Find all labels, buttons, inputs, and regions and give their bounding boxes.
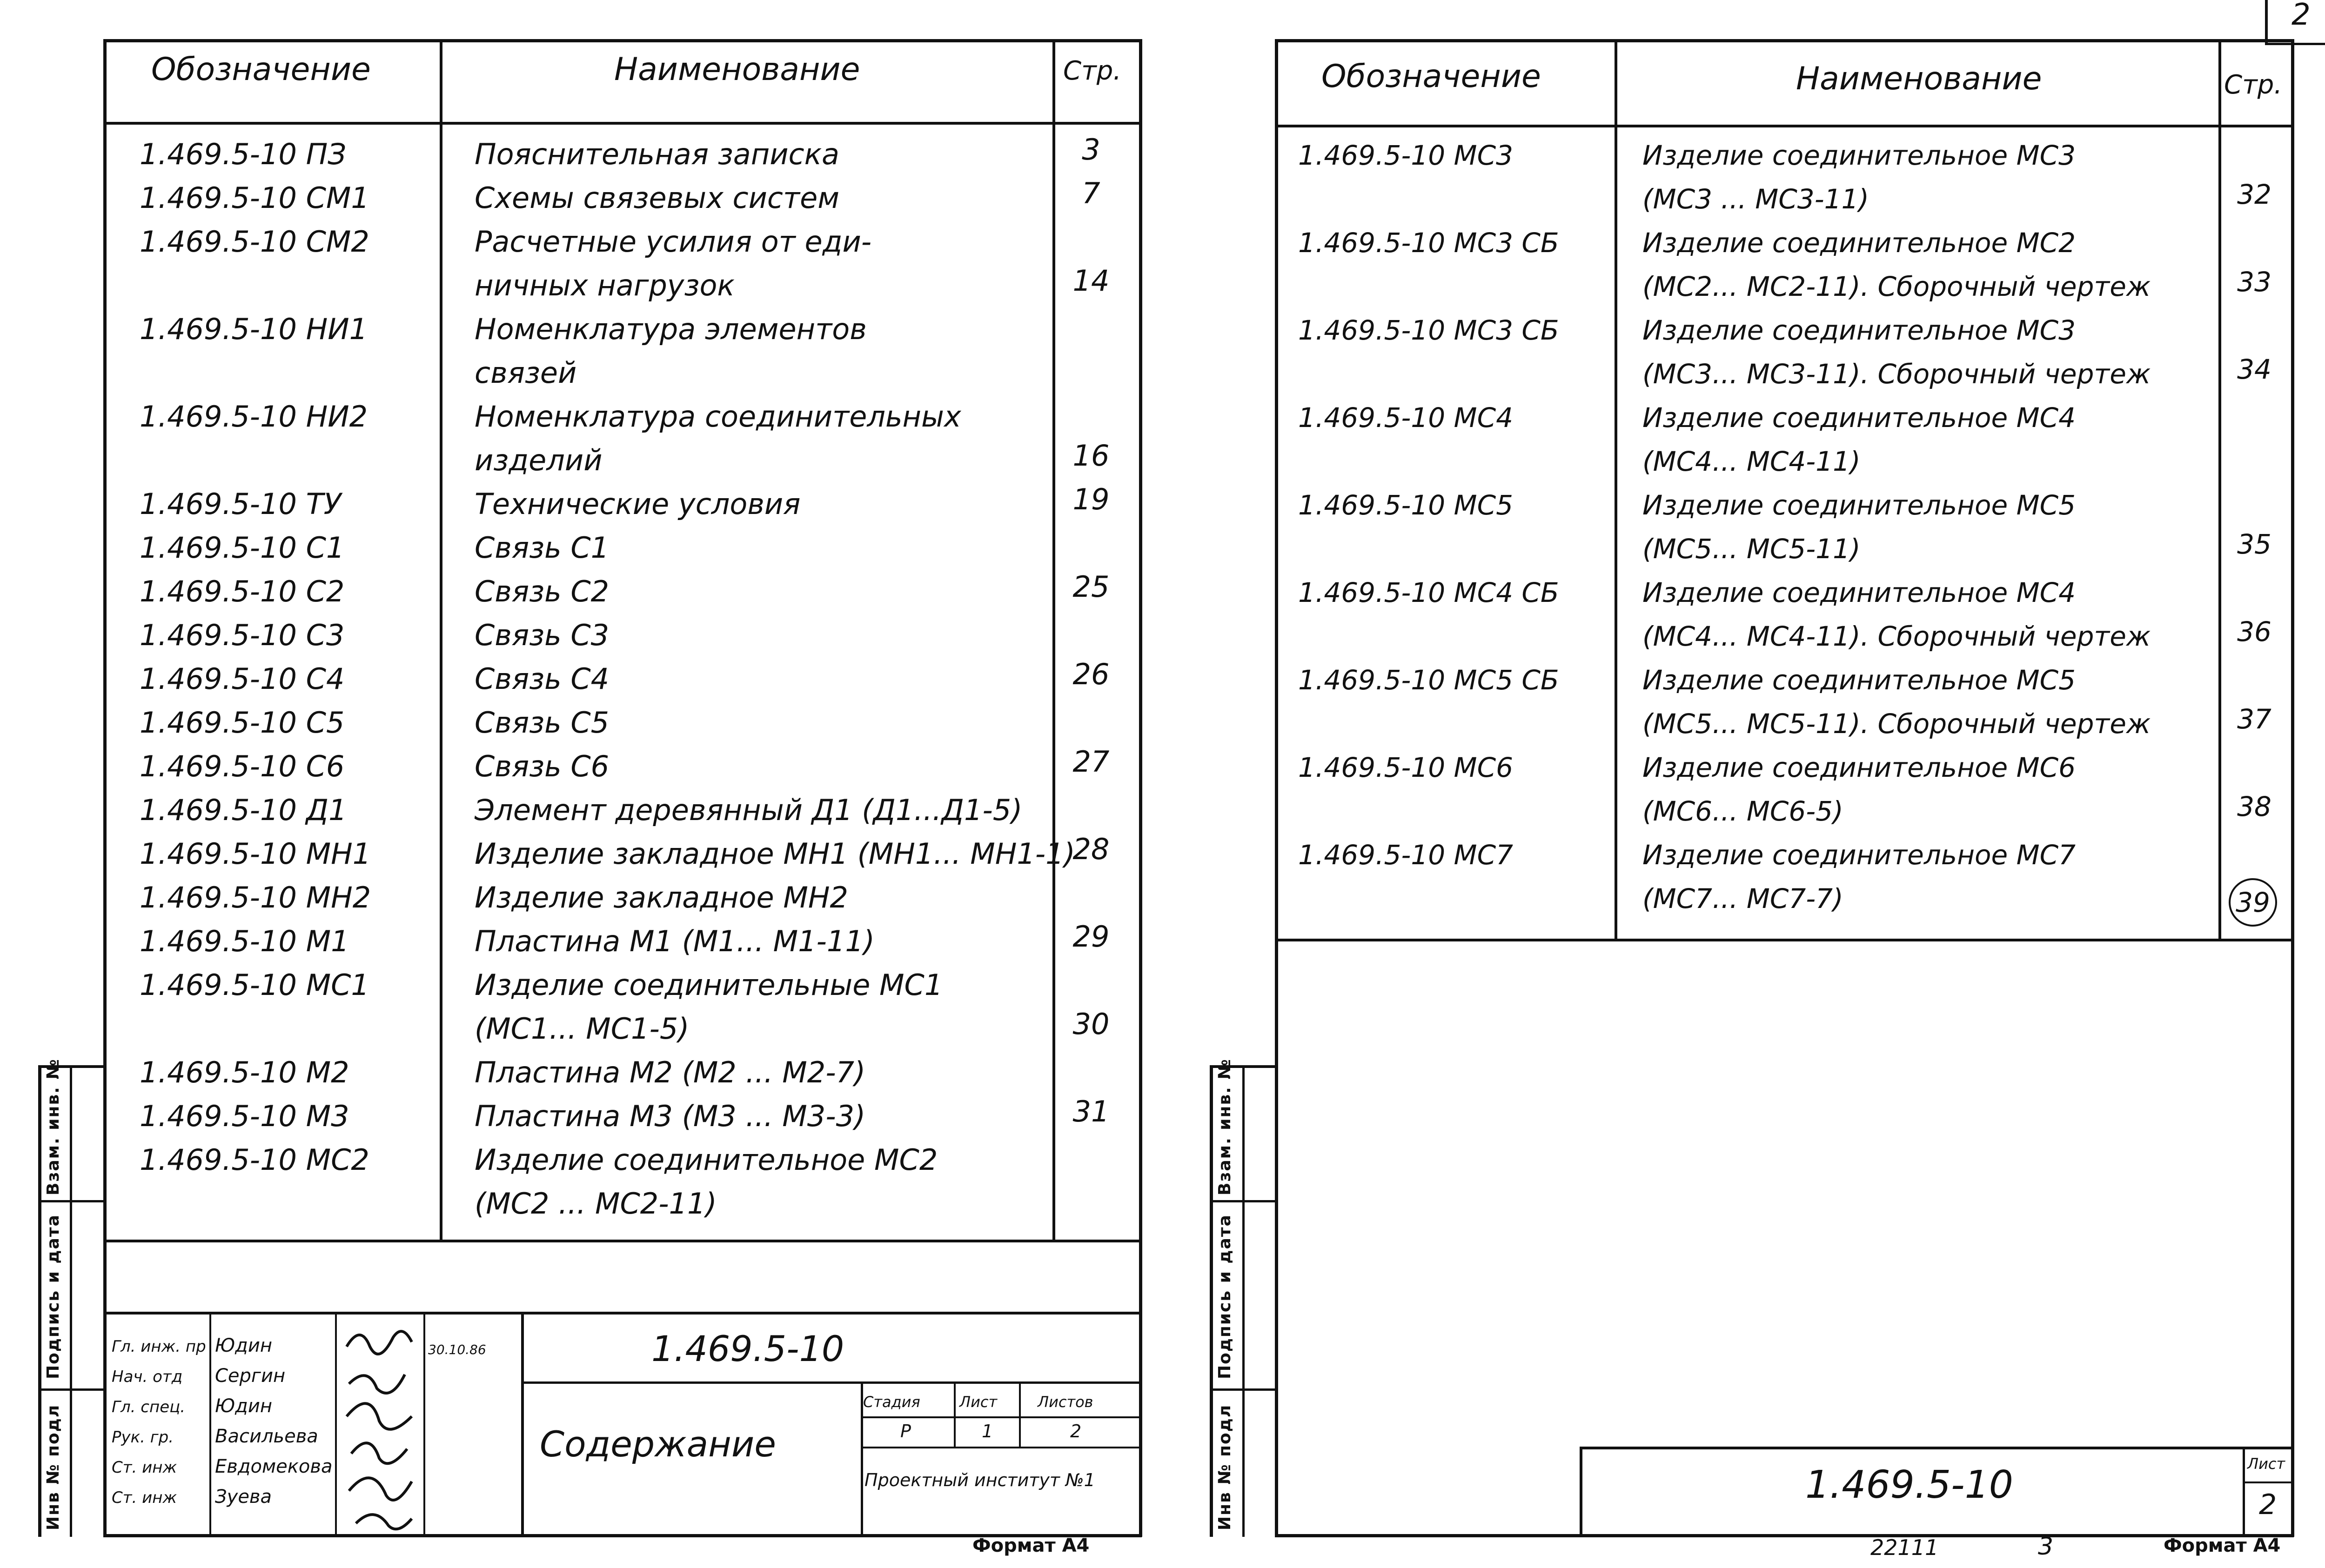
sheets-value: 2 bbox=[1070, 1421, 1082, 1441]
row-name: изделий bbox=[475, 443, 603, 477]
row-name: Технические условия bbox=[475, 487, 801, 521]
row-page: 34 bbox=[2237, 354, 2271, 385]
sheet-label: Лист bbox=[2247, 1455, 2285, 1473]
doc-title: Содержание bbox=[540, 1423, 776, 1465]
stage-value: Р bbox=[900, 1421, 911, 1441]
row-name: Расчетные усилия от еди- bbox=[475, 225, 872, 259]
inv-no-orig-label: Инв № подл bbox=[1215, 1404, 1234, 1530]
doc-code: 1.469.5-10 bbox=[1805, 1463, 2013, 1507]
row-name: Изделие соединительное МС2 bbox=[1642, 227, 2076, 259]
row-designation: 1.469.5-10 МС3 СБ bbox=[1298, 314, 1559, 346]
row-designation: 1.469.5-10 С2 bbox=[140, 574, 345, 608]
format-label: Формат А4 bbox=[2164, 1535, 2281, 1556]
row-page: 33 bbox=[2237, 266, 2271, 298]
row-page: 25 bbox=[1072, 570, 1110, 604]
designation-header: Обозначение bbox=[151, 51, 371, 88]
row-name: (МС3 ... МС3-11) bbox=[1642, 183, 1869, 215]
sheet-value: 1 bbox=[982, 1421, 993, 1441]
format-label: Формат А4 bbox=[972, 1535, 1090, 1556]
row-name: Изделие закладное МН2 bbox=[475, 881, 848, 914]
row-name: (МС1... МС1-5) bbox=[475, 1012, 690, 1046]
row-name: Изделие соединительное МС6 bbox=[1642, 752, 2076, 783]
row-name: Номенклатура элементов bbox=[475, 312, 867, 346]
row-designation: 1.469.5-10 МС7 bbox=[1298, 839, 1513, 871]
row-name: (МС3... МС3-11). Сборочный чертеж bbox=[1642, 358, 2151, 390]
row-designation: 1.469.5-10 МС3 bbox=[1298, 140, 1513, 171]
row-designation: 1.469.5-10 С3 bbox=[140, 618, 345, 652]
page-header: Стр. bbox=[1063, 56, 1122, 86]
sheet-top-number: 2 bbox=[2291, 0, 2311, 32]
row-designation: 1.469.5-10 ТУ bbox=[140, 487, 342, 521]
row-page: 39 bbox=[2229, 878, 2277, 927]
row-name: (МС7... МС7-7) bbox=[1642, 883, 1843, 914]
approver-name: Евдомекова bbox=[215, 1456, 333, 1477]
approver-name: Зуева bbox=[215, 1486, 272, 1508]
row-designation: 1.469.5-10 ПЗ bbox=[140, 137, 346, 171]
sheet-label: Лист bbox=[959, 1393, 998, 1411]
row-name: (МС5... МС5-11) bbox=[1642, 533, 1861, 565]
stage-label: Стадия bbox=[863, 1393, 920, 1411]
row-name: Связь С6 bbox=[475, 749, 610, 783]
row-page: 28 bbox=[1072, 832, 1110, 866]
row-page: 32 bbox=[2237, 179, 2271, 210]
row-designation: 1.469.5-10 МН1 bbox=[140, 837, 371, 871]
row-name: Изделие соединительное МС5 bbox=[1642, 664, 2076, 696]
row-designation: 1.469.5-10 НИ2 bbox=[140, 400, 368, 434]
row-name: Связь С5 bbox=[475, 706, 610, 740]
row-designation: 1.469.5-10 МС5 СБ bbox=[1298, 664, 1559, 696]
row-page: 26 bbox=[1072, 657, 1110, 691]
row-designation: 1.469.5-10 М3 bbox=[140, 1099, 349, 1133]
order-number: 22111 bbox=[1870, 1535, 1939, 1560]
row-designation: 1.469.5-10 СМ1 bbox=[140, 181, 369, 215]
row-designation: 1.469.5-10 С4 bbox=[140, 662, 345, 696]
inv-no-orig-label: Инв № подл bbox=[44, 1404, 63, 1530]
row-page: 31 bbox=[1072, 1094, 1110, 1128]
row-designation: 1.469.5-10 М2 bbox=[140, 1055, 349, 1089]
row-name: Пояснительная записка bbox=[475, 137, 840, 171]
row-designation: 1.469.5-10 С6 bbox=[140, 749, 345, 783]
row-name: Изделие соединительное МС5 bbox=[1642, 489, 2076, 521]
name-header: Наименование bbox=[614, 51, 860, 88]
approval-role: Ст. инж bbox=[112, 1458, 177, 1477]
row-designation: 1.469.5-10 НИ1 bbox=[140, 312, 368, 346]
approval-role: Рук. гр. bbox=[112, 1428, 174, 1447]
row-name: Связь С2 bbox=[475, 574, 610, 608]
row-designation: 1.469.5-10 СМ2 bbox=[140, 225, 369, 259]
row-name: Номенклатура соединительных bbox=[475, 400, 961, 434]
row-designation: 1.469.5-10 МС5 bbox=[1298, 489, 1513, 521]
row-name: Изделие соединительное МС3 bbox=[1642, 314, 2076, 346]
row-page: 37 bbox=[2237, 703, 2271, 735]
row-page: 29 bbox=[1072, 920, 1110, 954]
row-name: Изделие соединительное МС7 bbox=[1642, 839, 2076, 871]
page-header: Стр. bbox=[2224, 70, 2283, 100]
row-name: (МС6... МС6-5) bbox=[1642, 795, 1843, 827]
row-name: Изделие соединительное МС4 bbox=[1642, 577, 2076, 608]
row-designation: 1.469.5-10 С5 bbox=[140, 706, 345, 740]
row-designation: 1.469.5-10 МС4 bbox=[1298, 402, 1513, 434]
row-page: 19 bbox=[1072, 482, 1110, 516]
row-page: 38 bbox=[2237, 791, 2271, 822]
row-name: Изделие соединительное МС4 bbox=[1642, 402, 2076, 434]
row-name: Пластина М1 (М1... М1-11) bbox=[475, 924, 875, 958]
row-designation: 1.469.5-10 М1 bbox=[140, 924, 349, 958]
replace-inv-label: Взам. инв. № bbox=[1215, 1058, 1234, 1195]
row-page: 16 bbox=[1072, 439, 1110, 473]
row-name: (МС4... МС4-11) bbox=[1642, 446, 1861, 477]
row-designation: 1.469.5-10 МС3 СБ bbox=[1298, 227, 1559, 259]
row-name: Пластина М3 (М3 ... М3-3) bbox=[475, 1099, 866, 1133]
row-name: Схемы связевых систем bbox=[475, 181, 839, 215]
row-name: Изделие закладное МН1 (МН1... МН1-1) bbox=[475, 837, 1075, 871]
row-name: Связь С1 bbox=[475, 531, 610, 565]
approval-role: Нач. отд bbox=[112, 1368, 183, 1386]
row-page: 3 bbox=[1082, 133, 1100, 167]
sign-date: 30.10.86 bbox=[428, 1342, 486, 1357]
row-designation: 1.469.5-10 МС1 bbox=[140, 968, 369, 1002]
row-page: 27 bbox=[1072, 745, 1110, 779]
row-name: (МС5... МС5-11). Сборочный чертеж bbox=[1642, 708, 2151, 740]
replace-inv-label: Взам. инв. № bbox=[44, 1058, 63, 1195]
row-designation: 1.469.5-10 МС4 СБ bbox=[1298, 577, 1559, 608]
row-name: Изделие соединительное МС3 bbox=[1642, 140, 2076, 171]
row-designation: 1.469.5-10 МН2 bbox=[140, 881, 371, 914]
doc-code: 1.469.5-10 bbox=[651, 1328, 844, 1369]
name-header: Наименование bbox=[1796, 60, 2042, 97]
approval-role: Гл. инж. пр bbox=[112, 1337, 206, 1356]
organization: Проектный институт №1 bbox=[864, 1470, 1095, 1490]
row-name: (МС2 ... МС2-11) bbox=[475, 1187, 717, 1221]
row-page: 35 bbox=[2237, 528, 2271, 560]
row-name: (МС4... МС4-11). Сборочный чертеж bbox=[1642, 621, 2151, 652]
row-page: 30 bbox=[1072, 1007, 1110, 1041]
approval-role: Ст. инж bbox=[112, 1488, 177, 1507]
row-name: Изделие соединительные МС1 bbox=[475, 968, 943, 1002]
row-designation: 1.469.5-10 Д1 bbox=[140, 793, 347, 827]
row-name: связей bbox=[475, 356, 577, 390]
row-name: ничных нагрузок bbox=[475, 268, 735, 302]
approver-name: Юдин bbox=[215, 1335, 272, 1356]
approver-name: Юдин bbox=[215, 1395, 272, 1417]
row-name: Изделие соединительное МС2 bbox=[475, 1143, 938, 1177]
sign-date-label: Подпись и дата bbox=[1215, 1214, 1234, 1379]
designation-header: Обозначение bbox=[1321, 58, 1541, 95]
row-page: 14 bbox=[1072, 264, 1110, 298]
copy-number: 3 bbox=[2038, 1533, 2054, 1561]
approver-name: Васильева bbox=[215, 1426, 318, 1447]
approver-name: Сергин bbox=[215, 1365, 286, 1387]
row-designation: 1.469.5-10 С1 bbox=[140, 531, 345, 565]
row-name: Связь С4 bbox=[475, 662, 610, 696]
row-page: 36 bbox=[2237, 616, 2271, 647]
row-name: Пластина М2 (М2 ... М2-7) bbox=[475, 1055, 866, 1089]
sheet-value: 2 bbox=[2259, 1488, 2277, 1521]
row-designation: 1.469.5-10 МС6 bbox=[1298, 752, 1513, 783]
row-designation: 1.469.5-10 МС2 bbox=[140, 1143, 369, 1177]
sign-date-label: Подпись и дата bbox=[44, 1214, 63, 1379]
row-name: (МС2... МС2-11). Сборочный чертеж bbox=[1642, 271, 2151, 302]
row-page: 7 bbox=[1082, 176, 1100, 210]
row-name: Элемент деревянный Д1 (Д1...Д1-5) bbox=[475, 793, 1023, 827]
row-name: Связь С3 bbox=[475, 618, 610, 652]
signatures bbox=[337, 1319, 421, 1533]
approval-role: Гл. спец. bbox=[112, 1398, 186, 1416]
sheets-label: Листов bbox=[1038, 1393, 1093, 1411]
